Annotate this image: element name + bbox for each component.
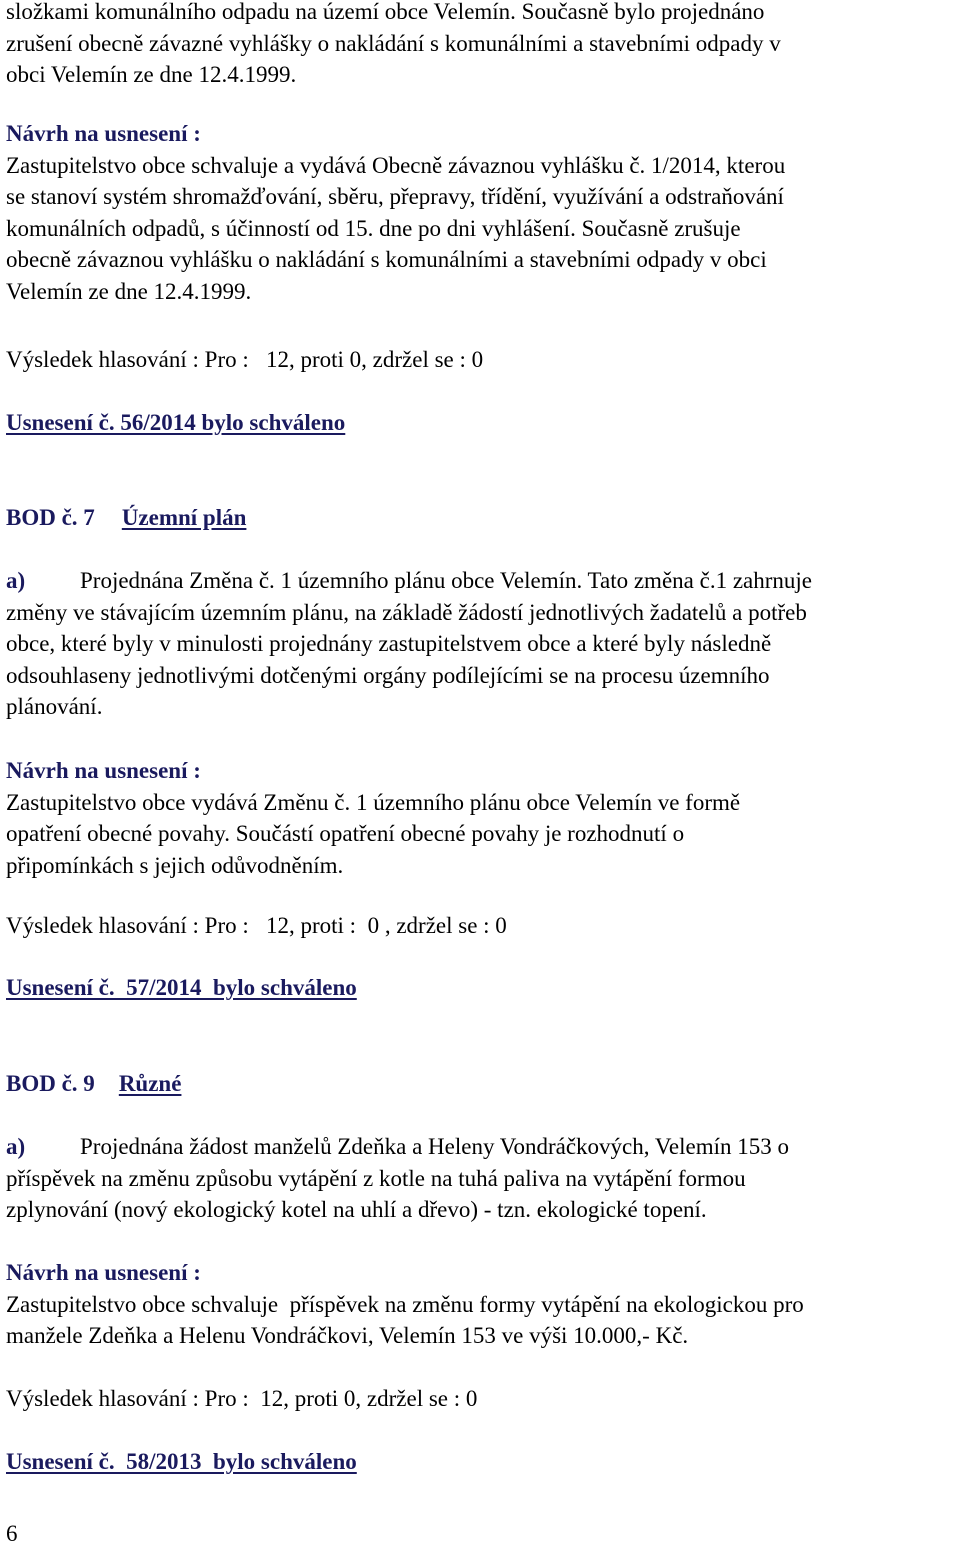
text-line: připomínkách s jejich odůvodněním. — [6, 852, 344, 878]
text-line: Zastupitelstvo obce schvaluje příspěvek na změnu formy vytápění na ekologickou pro — [6, 1291, 804, 1317]
resolution-status-3 — [6, 1446, 958, 1478]
resolution-line: Usnesení č. 58/2013 bylo schváleno — [6, 1449, 357, 1474]
text-line: obce, které byly v minulosti projednány zastupitelstvem obce a které byly následně — [6, 631, 772, 657]
text-line: opatření obecné povahy. Součástí opatření obecné povahy je rozhodnutí o — [6, 821, 685, 847]
intro-paragraph — [6, 0, 958, 91]
resolution-proposal-1 — [6, 118, 958, 308]
text-line: obci Velemín ze dne 12.4.1999. — [6, 62, 297, 88]
bod-title: Různé — [118, 1071, 182, 1096]
text-line: plánování. — [6, 694, 103, 720]
page-number: 6 — [6, 1521, 18, 1546]
text-line: příspěvek na změnu způsobu vytápění z kotle na tuhá paliva na vytápění formou — [6, 1165, 746, 1191]
vote-line: Výsledek hlasování : Pro : 12, proti : 0 , zdržel se : 0 — [6, 913, 507, 938]
text-line: změny ve stávajícím územním plánu, na základě žádostí jednotlivých žadatelů a potřeb — [6, 599, 807, 625]
bod-title: Územní plán — [121, 505, 247, 530]
text-line: Zastupitelstvo obce schvaluje a vydává Obecně závaznou vyhlášku č. 1/2014, kterou — [6, 152, 786, 178]
text-line: se stanoví systém shromažďování, sběru, přepravy, třídění, využívání a odstraňování — [6, 184, 784, 210]
vote-result-1 — [6, 344, 958, 376]
text-line: zplynování (nový ekologický kotel na uhlí a dřevo) - tzn. ekologické topení. — [6, 1197, 707, 1223]
text-line: obecně závaznou vyhlášku o nakládání s komunálními a stavebními odpady v obci — [6, 247, 767, 273]
navrh-heading: Návrh na usnesení : — [6, 758, 201, 783]
item-letter: a) — [6, 1134, 26, 1159]
resolution-status-1 — [6, 407, 958, 439]
vote-result-3 — [6, 1383, 958, 1415]
text-line: složkami komunálního odpadu na území obce Velemín. Současně bylo projednáno — [6, 0, 765, 24]
bod-9-heading — [6, 1068, 958, 1100]
resolution-proposal-2 — [6, 755, 958, 881]
resolution-line: Usnesení č. 57/2014 bylo schváleno — [6, 975, 357, 1000]
bod-7-heading — [6, 502, 958, 534]
bod-9-item-a — [6, 1131, 958, 1226]
bod-7-item-a — [6, 565, 958, 723]
bod-number: BOD č. 7 — [6, 505, 95, 530]
text-line: komunálních odpadů, s účinností od 15. dne po dni vyhlášení. Současně zrušuje — [6, 215, 741, 241]
text-line: manžele Zdeňka a Helenu Vondráčkovi, Velemín 153 ve výši 10.000,- Kč. — [6, 1323, 689, 1349]
vote-result-2 — [6, 910, 958, 942]
bod-number: BOD č. 9 — [6, 1071, 95, 1096]
text-line: zrušení obecně závazné vyhlášky o nakládání s komunálními a stavebními odpady v — [6, 30, 781, 56]
navrh-heading: Návrh na usnesení : — [6, 1260, 201, 1285]
text-line: Zastupitelstvo obce vydává Změnu č. 1 územního plánu obce Velemín ve formě — [6, 789, 741, 815]
item-letter: a) — [6, 568, 26, 593]
resolution-status-2 — [6, 972, 958, 1004]
text-line: Projednána Změna č. 1 územního plánu obce Velemín. Tato změna č.1 zahrnuje — [80, 568, 813, 593]
text-line: Velemín ze dne 12.4.1999. — [6, 278, 252, 304]
vote-line: Výsledek hlasování : Pro : 12, proti 0, zdržel se : 0 — [6, 347, 484, 372]
text-line: Projednána žádost manželů Zdeňka a Heleny Vondráčkových, Velemín 153 o — [80, 1134, 789, 1159]
vote-line: Výsledek hlasování : Pro : 12, proti 0, zdržel se : 0 — [6, 1386, 478, 1411]
resolution-line: Usnesení č. 56/2014 bylo schváleno — [6, 410, 346, 435]
text-line: odsouhlaseny jednotlivými dotčenými orgány podílejícími se na procesu územního — [6, 662, 770, 688]
navrh-heading: Návrh na usnesení : — [6, 121, 201, 146]
resolution-proposal-3 — [6, 1257, 958, 1352]
